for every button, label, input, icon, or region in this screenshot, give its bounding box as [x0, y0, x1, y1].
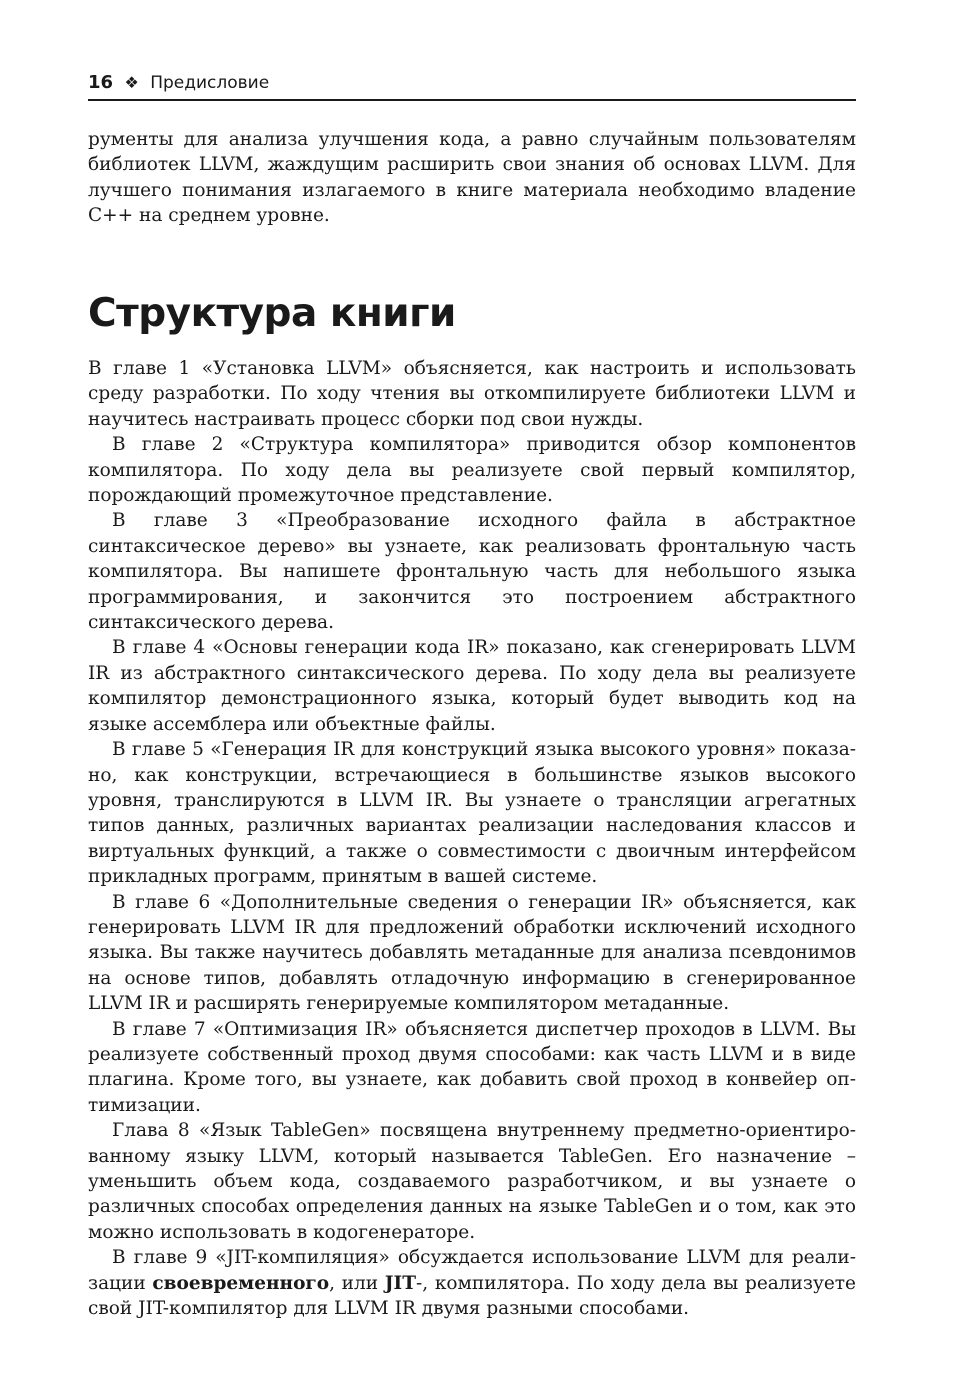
- page-number: 16: [88, 72, 114, 93]
- body-text: [88, 356, 856, 1321]
- paragraph-chapter-9: [88, 1245, 856, 1321]
- paragraph-chapter-6: В главе 6 «Дополнительные сведения о генерации IR» объясняется, как генерировать LLVM IR для предложений обработки исключений исходного языка. Вы также научитесь добавлять метаданные для анализа псевдонимов на основе типов, добавлять отладочную информацию в сгенерированное LLVM IR и расширять генерируемые компилятором метаданные.: [88, 891, 856, 1015]
- paragraph-chapter-1: В главе 1 «Установка LLVM» объясняется, как настроить и использовать среду разработки. По ходу чтения вы откомпилируете библиотеки LLVM и научитесь настраивать процесс сборки под свои нужды.: [88, 358, 856, 430]
- running-header: [88, 70, 856, 101]
- chapter-9-text-end: -, компилятора. По ходу дела вы реализуете свой JIT-компилятор для LLVM IR двумя разными способами.: [88, 1272, 856, 1320]
- paragraph-chapter-3: В главе 3 «Преобразование исходного файла в абстрактное синтаксическое дерево» вы узнаете, как реализовать фронтальную часть компилятора. Вы напишете фронтальную часть для небольшого языка программирования, и закончится это построением абстрактного синтаксического дерева.: [88, 510, 856, 634]
- paragraph-chapter-8: Глава 8 «Язык TableGen» посвящена внутреннему предметно-ориентированному языку LLVM, который называется TableGen. Его назначение – уменьшить объем кода, создаваемого разработчиком, и вы узнаете о различных способах определения данных на языке TableGen и о том, как это можно использовать в кодогенераторе.: [88, 1120, 856, 1243]
- term-jit: JIT: [384, 1272, 416, 1294]
- chapter-9-text-middle: , или: [329, 1272, 385, 1294]
- paragraph-chapter-2: В главе 2 «Структура компилятора» приводится обзор компонентов компилятора. По ходу дела вы реализуете свой первый компилятор, порождающий промежуточное представление.: [88, 434, 856, 507]
- section-heading: Структура книги: [88, 291, 456, 336]
- paragraph-chapter-7: В главе 7 «Оптимизация IR» объясняется диспетчер проходов в LLVM. Вы реализуете собственный проход двумя способами: как часть LLVM и в виде плагина. Кроме того, вы узнаете, как добавить свой проход в конвейер оптимизации.: [88, 1018, 856, 1116]
- ornament-icon: ❖: [124, 73, 139, 92]
- term-just-in-time: своевременного: [152, 1272, 330, 1294]
- intro-text: [88, 127, 856, 229]
- intro-paragraph: рументы для анализа улучшения кода, а равно случайным пользователям библиотек LLVM, жаждущим расширить свои знания об основах LLVM. Для лучшего понимания излагаемого в книге материала необходимо владение C++ на среднем уровне.: [88, 129, 856, 227]
- section-title: Предисловие: [150, 73, 270, 93]
- chapter-9-text-start: В главе 9 «JIT-компиляция» обсуждается использование LLVM для реализации: [88, 1247, 856, 1294]
- paragraph-chapter-5: В главе 5 «Генерация IR для конструкций языка высокого уровня» показано, как конструкции, встречающиеся в большинстве языков высокого уровня, транслируются в LLVM IR. Вы узнаете о трансляции агрегатных типов данных, различных вариантах реализации наследования классов и виртуальных функций, а также о совместимости с двоичным интерфейсом прикладных программ, принятым в вашей системе.: [88, 739, 856, 888]
- paragraph-chapter-4: В главе 4 «Основы генерации кода IR» показано, как сгенерировать LLVM IR из абстрактного синтаксического дерева. По ходу дела вы реализуете компилятор демонстрационного языка, который будет выводить код на языке ассемблера или объектные файлы.: [88, 637, 856, 735]
